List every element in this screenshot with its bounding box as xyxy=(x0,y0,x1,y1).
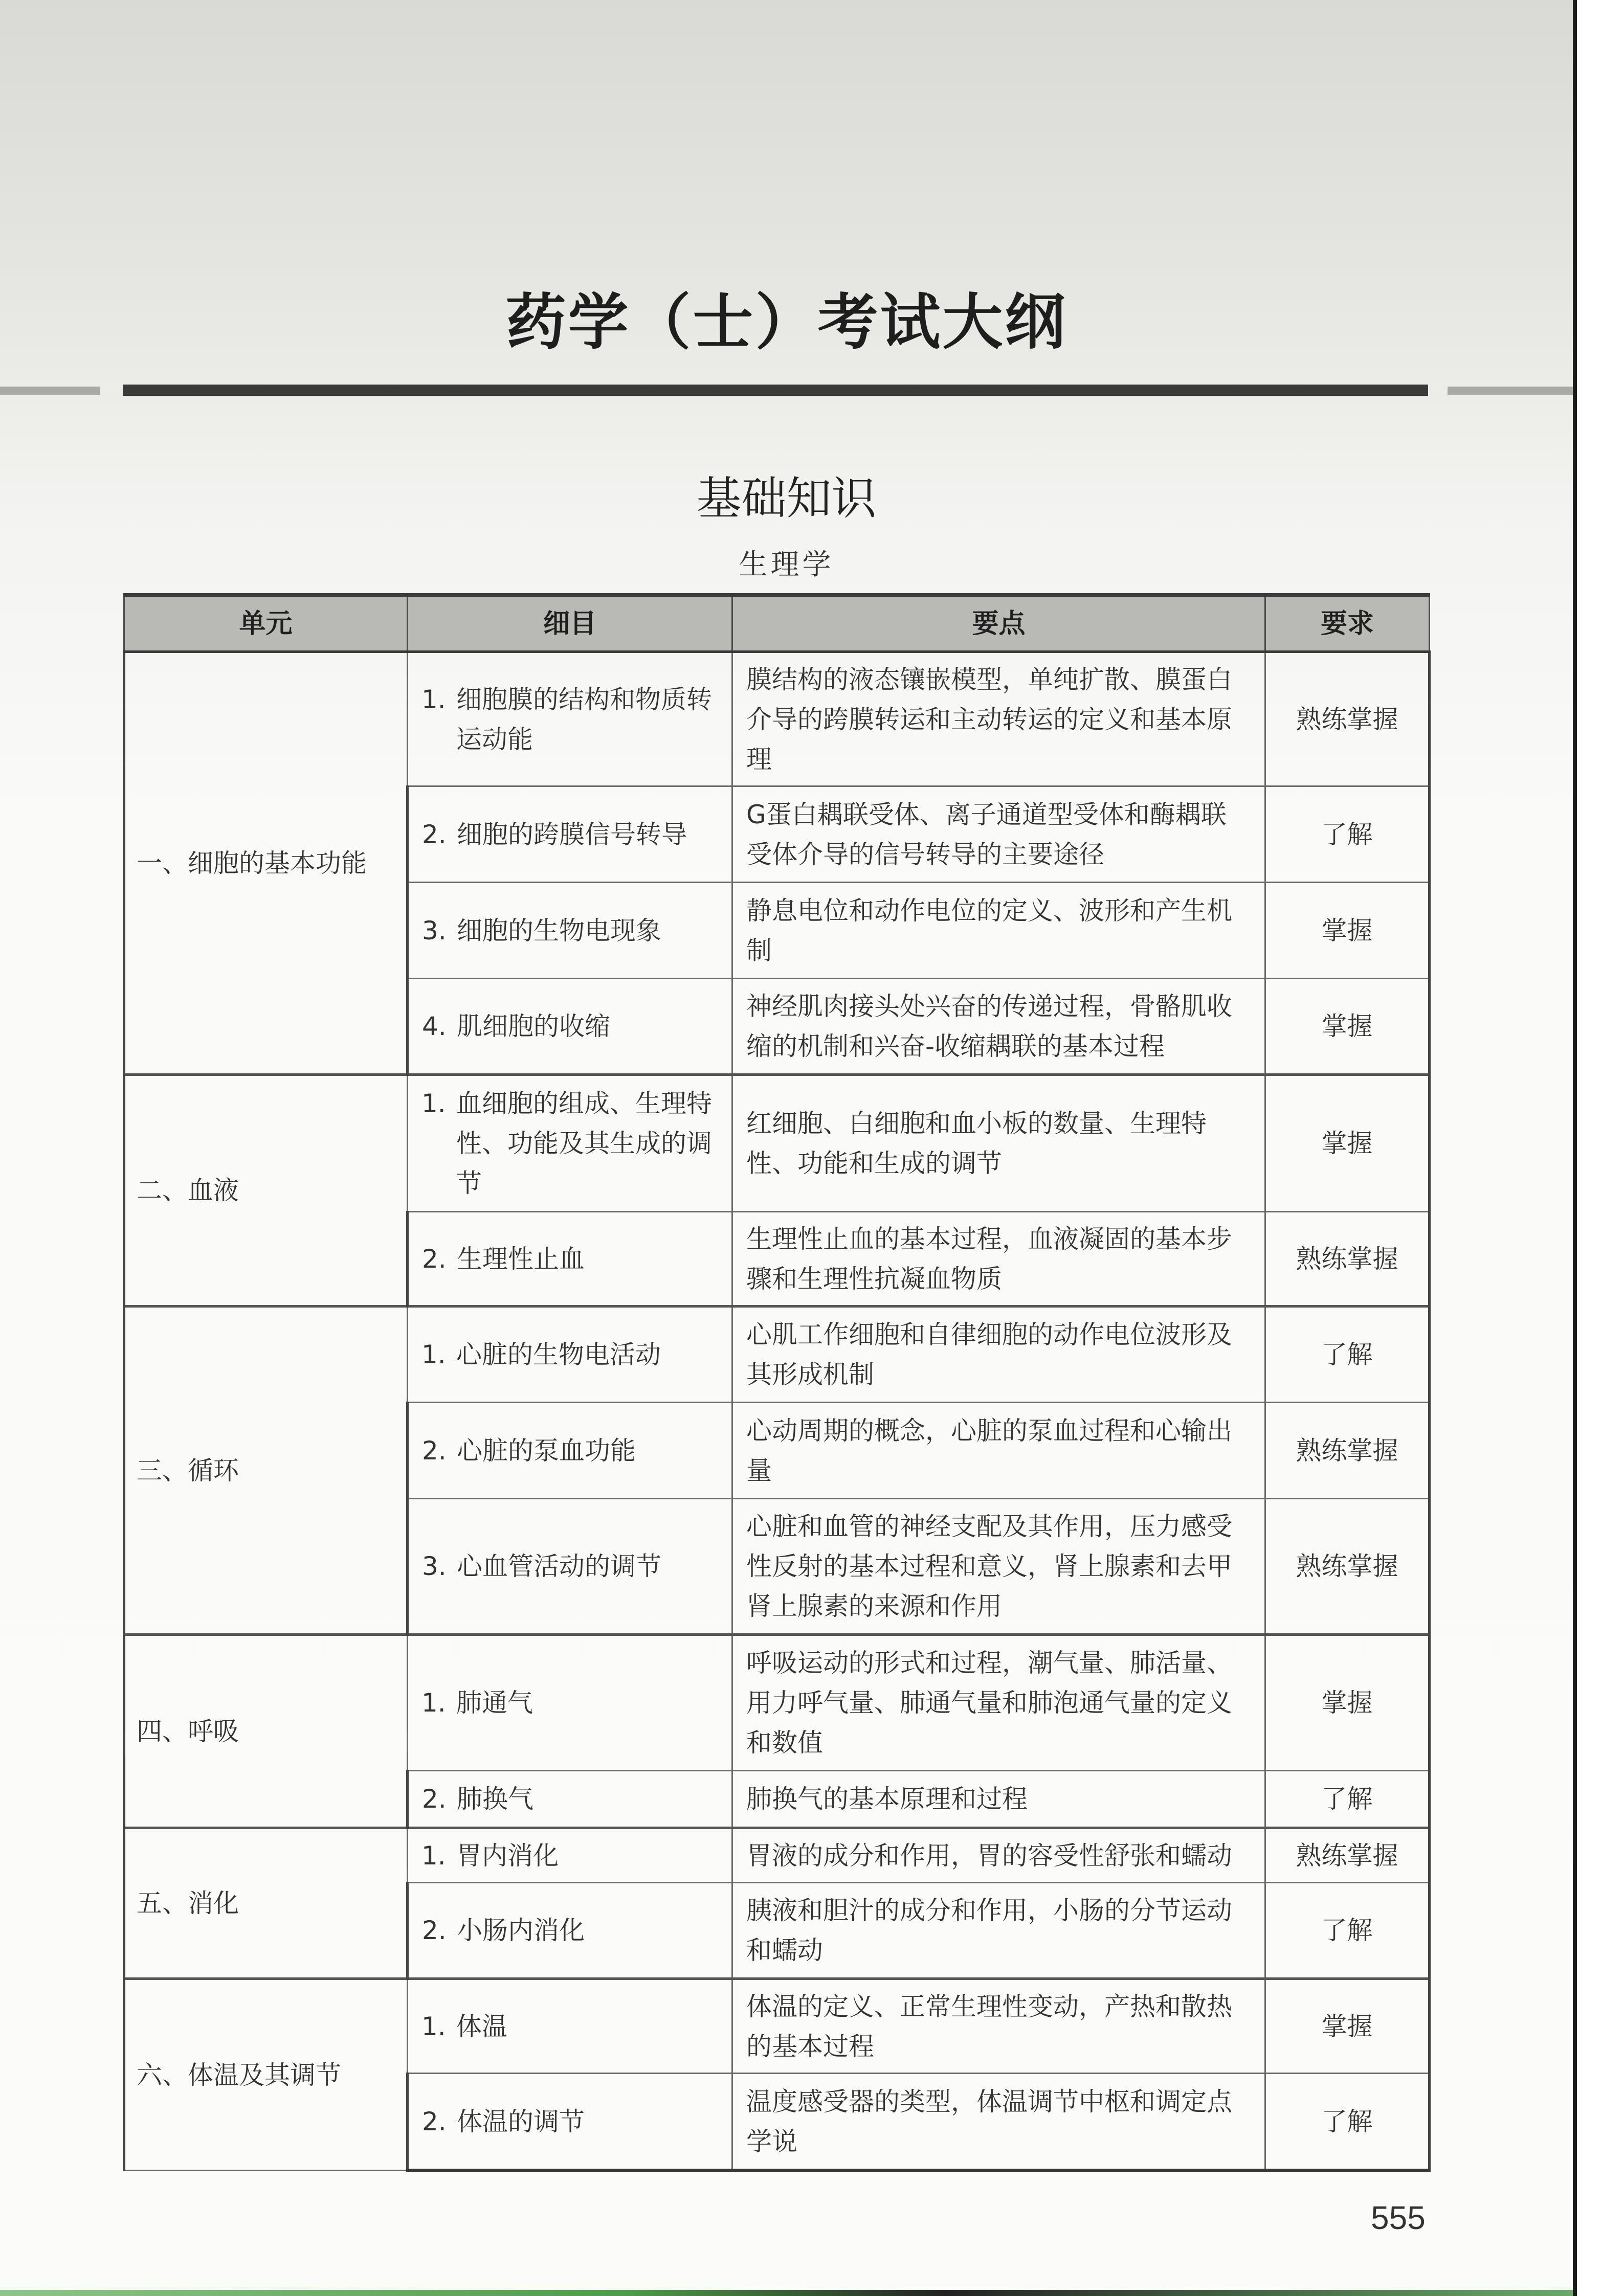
item-cell xyxy=(408,1212,732,1307)
requirement-cell: 熟练掌握 xyxy=(1265,1828,1430,1883)
requirement-cell: 了解 xyxy=(1265,1307,1430,1403)
item-number: 1. xyxy=(421,1089,446,1118)
item-text: 胃内消化 xyxy=(456,1840,559,1871)
subject-title: 生理学 xyxy=(739,548,834,581)
unit-cell: 一、细胞的基本功能 xyxy=(124,652,408,1075)
title-rule-left-accent xyxy=(0,387,100,395)
item-number: 1. xyxy=(421,2011,446,2041)
requirement-cell: 了解 xyxy=(1265,1771,1430,1828)
item-text: 细胞的跨膜信号转导 xyxy=(457,819,687,849)
item-number: 2. xyxy=(422,1784,447,1814)
points-cell: 体温的定义、正常生理性变动，产热和散热的基本过程 xyxy=(732,1979,1265,2074)
unit-cell: 六、体温及其调节 xyxy=(124,1979,408,2171)
scan-margin xyxy=(1577,0,1624,2296)
item-text: 肌细胞的收缩 xyxy=(457,1011,610,1041)
points-cell: 红细胞、白细胞和血小板的数量、生理特性、功能和生成的调节 xyxy=(732,1075,1265,1212)
requirement-cell: 掌握 xyxy=(1265,1635,1430,1771)
item-number: 1. xyxy=(421,1340,446,1369)
table-row xyxy=(124,1635,1430,1771)
table-row xyxy=(124,1828,1430,1883)
item-cell xyxy=(408,2074,732,2171)
requirement-cell: 掌握 xyxy=(1265,883,1430,979)
requirement-cell: 熟练掌握 xyxy=(1265,1499,1430,1635)
item-cell xyxy=(408,1635,732,1771)
requirement-cell: 掌握 xyxy=(1265,979,1430,1075)
item-cell xyxy=(408,1499,732,1635)
item-text: 细胞膜的结构和物质转运动能 xyxy=(456,684,712,754)
requirement-cell: 了解 xyxy=(1265,1883,1430,1979)
item-cell xyxy=(408,652,732,786)
requirement-cell: 了解 xyxy=(1265,786,1430,883)
item-text: 心血管活动的调节 xyxy=(457,1551,661,1581)
page-edge-shadow xyxy=(1573,0,1577,2296)
table-row xyxy=(124,1979,1430,2074)
section-title: 基础知识 xyxy=(696,472,877,525)
requirement-cell: 掌握 xyxy=(1265,1075,1430,1212)
item-cell xyxy=(408,1883,732,1979)
points-cell: 静息电位和动作电位的定义、波形和产生机制 xyxy=(732,883,1265,979)
table-row xyxy=(124,1307,1430,1403)
item-text: 细胞的生物电现象 xyxy=(457,915,661,946)
item-text: 肺通气 xyxy=(456,1688,533,1718)
item-cell xyxy=(408,1403,732,1499)
unit-cell: 四、呼吸 xyxy=(124,1635,408,1828)
requirement-cell: 熟练掌握 xyxy=(1265,1403,1430,1499)
item-text: 心脏的泵血功能 xyxy=(457,1435,636,1466)
item-number: 4. xyxy=(422,1011,447,1041)
title-rule-right-accent xyxy=(1448,387,1573,395)
unit-cell: 五、消化 xyxy=(124,1828,408,1979)
header-item: 细目 xyxy=(408,595,732,652)
requirement-cell: 熟练掌握 xyxy=(1265,1212,1430,1307)
points-cell: 心动周期的概念，心脏的泵血过程和心输出量 xyxy=(732,1403,1265,1499)
item-number: 1. xyxy=(421,1840,446,1871)
header-unit: 单元 xyxy=(124,595,408,652)
item-number: 1. xyxy=(421,1688,446,1718)
scan-bottom-strip xyxy=(0,2290,1573,2296)
item-number: 2. xyxy=(422,2106,447,2136)
header-requirement: 要求 xyxy=(1265,595,1430,652)
item-cell xyxy=(408,1771,732,1828)
item-cell xyxy=(408,1979,732,2074)
points-cell: 呼吸运动的形式和过程，潮气量、肺活量、用力呼气量、肺通气量和肺泡通气量的定义和数值 xyxy=(732,1635,1265,1771)
table-header-row xyxy=(124,595,1430,652)
item-number: 3. xyxy=(422,915,447,946)
item-text: 肺换气 xyxy=(457,1784,533,1814)
points-cell: 神经肌肉接头处兴奋的传递过程，骨骼肌收缩的机制和兴奋-收缩耦联的基本过程 xyxy=(732,979,1265,1075)
points-cell: 心脏和血管的神经支配及其作用，压力感受性反射的基本过程和意义，肾上腺素和去甲肾上腺素的来源和作用 xyxy=(732,1499,1265,1635)
item-number: 2. xyxy=(422,1916,447,1945)
points-cell: 胃液的成分和作用，胃的容受性舒张和蠕动 xyxy=(732,1828,1265,1883)
item-cell xyxy=(408,1075,732,1212)
item-text: 体温的调节 xyxy=(457,2106,585,2136)
points-cell: 膜结构的液态镶嵌模型，单纯扩散、膜蛋白介导的跨膜转运和主动转运的定义和基本原理 xyxy=(732,652,1265,786)
unit-cell: 二、血液 xyxy=(124,1075,408,1307)
requirement-cell: 掌握 xyxy=(1265,1979,1430,2074)
unit-cell: 三、循环 xyxy=(124,1307,408,1635)
title-rule xyxy=(123,385,1428,396)
table-body xyxy=(124,652,1430,2171)
item-number: 2. xyxy=(422,1435,447,1466)
table-row xyxy=(124,652,1430,786)
item-text: 体温 xyxy=(456,2011,507,2041)
page-title: 药学（士）考试大纲 xyxy=(505,287,1067,357)
points-cell: 心肌工作细胞和自律细胞的动作电位波形及其形成机制 xyxy=(732,1307,1265,1403)
page-number: 555 xyxy=(1371,2199,1426,2236)
item-cell xyxy=(408,979,732,1075)
item-cell xyxy=(408,883,732,979)
points-cell: G蛋白耦联受体、离子通道型受体和酶耦联受体介导的信号转导的主要途径 xyxy=(732,786,1265,883)
item-cell xyxy=(408,1828,732,1883)
requirement-cell: 熟练掌握 xyxy=(1265,652,1430,786)
item-number: 1. xyxy=(421,684,446,714)
item-cell xyxy=(408,786,732,883)
points-cell: 温度感受器的类型，体温调节中枢和调定点学说 xyxy=(732,2074,1265,2171)
item-text: 生理性止血 xyxy=(457,1244,585,1274)
header-points: 要点 xyxy=(732,595,1265,652)
points-cell: 胰液和胆汁的成分和作用，小肠的分节运动和蠕动 xyxy=(732,1883,1265,1979)
item-text: 心脏的生物电活动 xyxy=(456,1340,661,1369)
points-cell: 生理性止血的基本过程，血液凝固的基本步骤和生理性抗凝血物质 xyxy=(732,1212,1265,1307)
item-text: 小肠内消化 xyxy=(457,1916,585,1945)
item-number: 2. xyxy=(422,819,447,849)
table-row xyxy=(124,1075,1430,1212)
item-number: 2. xyxy=(422,1244,447,1274)
item-text: 血细胞的组成、生理特性、功能及其生成的调节 xyxy=(456,1089,712,1198)
requirement-cell: 了解 xyxy=(1265,2074,1430,2171)
item-cell xyxy=(408,1307,732,1403)
syllabus-table xyxy=(123,593,1431,2172)
points-cell: 肺换气的基本原理和过程 xyxy=(732,1771,1265,1828)
item-number: 3. xyxy=(422,1551,447,1581)
